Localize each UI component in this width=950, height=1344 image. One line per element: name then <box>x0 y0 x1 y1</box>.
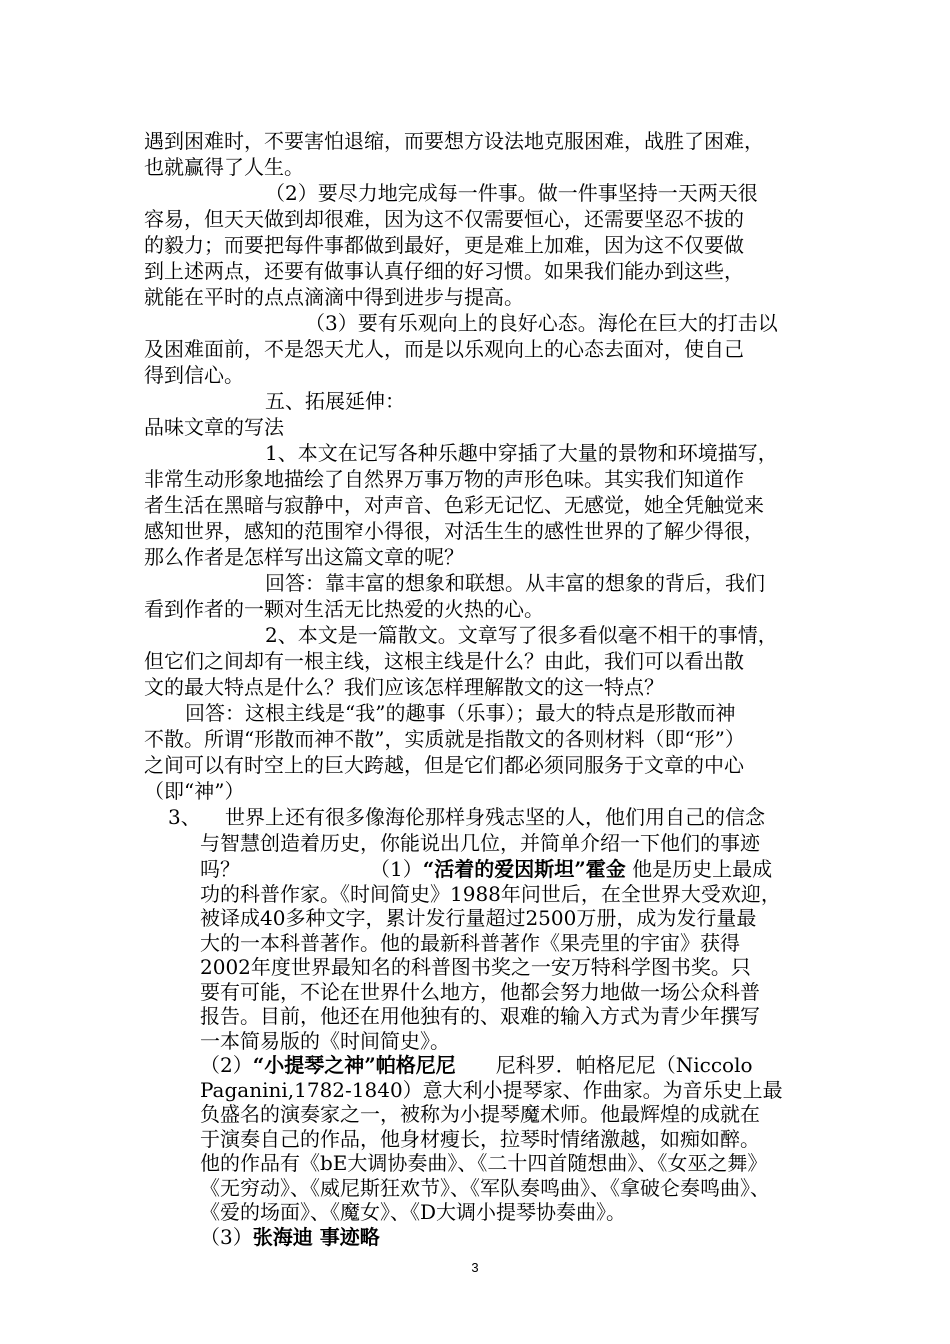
paragraph-line: （3）要有乐观向上的良好心态。海伦在巨大的打击以 <box>305 311 778 335</box>
paragraph-line: 2、本文是一篇散文。文章写了很多看似毫不相干的事情， <box>265 623 778 647</box>
paragraph-line: 于演奏自己的作品，他身材瘦长，拉琴时情绪激越，如痴如醉。 <box>200 1127 760 1151</box>
paragraph-line: 功的科普作家。《时间简史》1988年问世后，在全世界大受欢迎， <box>200 882 781 906</box>
paragraph-line: 那么作者是怎样写出这篇文章的呢？ <box>144 545 464 569</box>
answer-line: （即“神”） <box>144 779 245 803</box>
paragraph-line: 与智慧创造着历史，你能说出几位，并简单介绍一下他们的事迹 <box>200 831 760 855</box>
question-end: 吗？ <box>200 857 240 881</box>
hawking-intro: 他是历史上最成 <box>632 857 773 881</box>
paragraph-line: 1、本文在记写各种乐趣中穿插了大量的景物和环境描写， <box>265 441 778 465</box>
page-number: 3 <box>471 1260 479 1275</box>
answer-line: 之间可以有时空上的巨大跨越，但是它们都必须同服务于文章的中心 <box>144 753 744 777</box>
paganini-intro: 尼科罗．帕格尼尼（Niccolo <box>495 1053 753 1077</box>
paragraph-line: 《爱的场面》、《魔女》、《D大调小提琴协奏曲》。 <box>200 1200 627 1224</box>
paragraph-line: 要有可能，不论在世界什么地方，他都会努力地做一场公众科普 <box>200 980 760 1004</box>
paragraph-line: 感知世界，感知的范围窄小得很，对活生生的感性世界的了解少得很， <box>144 519 764 543</box>
paragraph-line: 一本简易版的《时间简史》。 <box>200 1029 450 1053</box>
hawking-heading-line <box>200 856 806 882</box>
paragraph-line: 及困难面前，不是怨天尤人，而是以乐观向上的心态去面对，使自己 <box>144 337 744 361</box>
paragraph-line: 负盛名的演奏家之一，被称为小提琴魔术师。他最辉煌的成就在 <box>200 1102 760 1126</box>
paragraph-line: 世界上还有很多像海伦那样身残志坚的人，他们用自己的信念 <box>225 805 765 829</box>
paragraph-line: 非常生动形象地描绘了自然界万事万物的声形色味。其实我们知道作 <box>144 467 744 491</box>
answer-line: 回答：靠丰富的想象和联想。从丰富的想象的背后，我们 <box>265 571 765 595</box>
zhang-heading-line <box>200 1224 806 1250</box>
paragraph-line: 被译成40多种文字，累计发行量超过2500万册，成为发行量最 <box>200 906 757 930</box>
item-label: （3） <box>200 1225 253 1249</box>
answer-line: 回答：这根主线是“我”的趣事（乐事）；最大的特点是形散而神 <box>185 701 736 725</box>
paragraph-line: 《无穷动》、《威尼斯狂欢节》、《军队奏鸣曲》、《拿破仑奏鸣曲》、 <box>200 1176 770 1200</box>
paragraph-line: 但它们之间却有一根主线，这根主线是什么？由此，我们可以看出散 <box>144 649 744 673</box>
paragraph-line: 报告。目前，他还在用他独有的、艰难的输入方式为青少年撰写 <box>200 1004 760 1028</box>
paganini-title: “小提琴之神”帕格尼尼 <box>252 1053 456 1077</box>
paragraph-line: 也就赢得了人生。 <box>144 155 304 179</box>
item-label: （2） <box>200 1053 253 1077</box>
paragraph-line: 大的一本科普著作。他的最新科普著作《果壳里的宇宙》获得 <box>200 931 740 955</box>
paragraph-line: 者生活在黑暗与寂静中，对声音、色彩无记忆、无感觉，她全凭触觉来 <box>144 493 764 517</box>
answer-line: 看到作者的一颗对生活无比热爱的火热的心。 <box>144 597 544 621</box>
zhang-title: 张海迪 事迹略 <box>252 1225 380 1249</box>
paragraph-line: （2）要尽力地完成每一件事。做一件事坚持一天两天很 <box>265 181 758 205</box>
paragraph-line: 到上述两点，还要有做事认真仔细的好习惯。如果我们能办到这些， <box>144 259 744 283</box>
hawking-title: “活着的爱因斯坦”霍金 <box>422 857 626 881</box>
item-label: （1） <box>370 857 423 881</box>
item-number: 3、 <box>168 805 201 829</box>
paganini-heading-line <box>200 1052 806 1078</box>
paragraph-line: 就能在平时的点点滴滴中得到进步与提高。 <box>144 285 524 309</box>
paragraph-line: 2002年度世界最知名的科普图书奖之一安万特科学图书奖。只 <box>200 955 751 979</box>
paragraph-line: 的毅力；而要把每件事都做到最好，更是难上加难，因为这不仅要做 <box>144 233 744 257</box>
answer-line: 不散。所谓“形散而神不散”，实质就是指散文的各则材料（即“形”） <box>144 727 745 751</box>
paragraph-line: 遇到困难时，不要害怕退缩，而要想方设法地克服困难，战胜了困难， <box>144 129 764 153</box>
paragraph-line: 文的最大特点是什么？我们应该怎样理解散文的这一特点？ <box>144 675 664 699</box>
paragraph-line: 容易，但天天做到却很难，因为这不仅需要恒心，还需要坚忍不拔的 <box>144 207 744 231</box>
paragraph-line: 他的作品有《bE大调协奏曲》、《二十四首随想曲》、《女巫之舞》 <box>200 1151 768 1175</box>
paragraph-line: Paganini,1782-1840）意大利小提琴家、作曲家。为音乐史上最 <box>200 1078 783 1102</box>
subheading: 品味文章的写法 <box>144 415 284 439</box>
paragraph-line: 得到信心。 <box>144 363 244 387</box>
section-heading: 五、拓展延伸： <box>265 389 405 413</box>
